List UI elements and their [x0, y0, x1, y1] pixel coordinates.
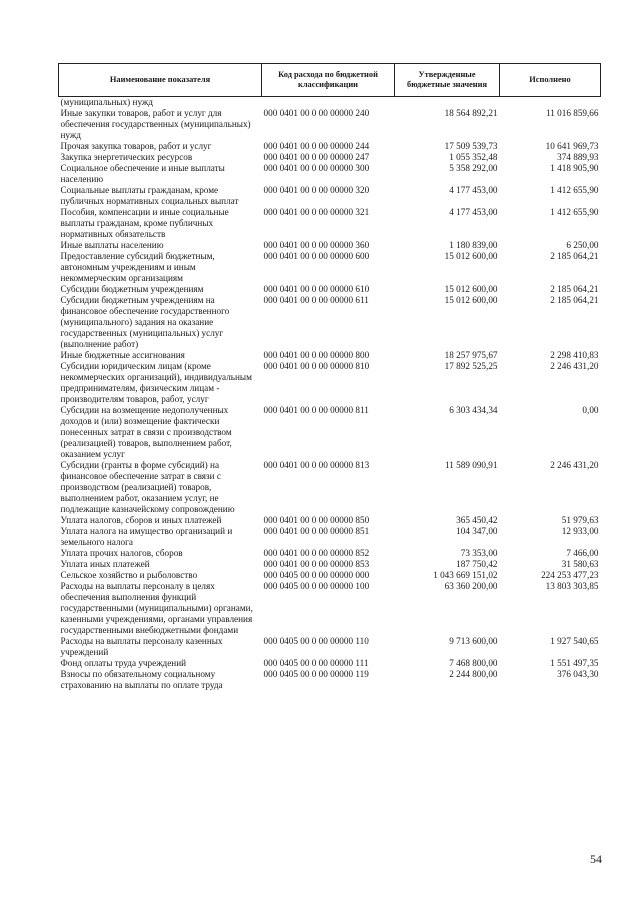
- row-executed-cell: [500, 97, 601, 109]
- table-row: [59, 163, 601, 185]
- row-approved-cell: 2 244 800,00: [449, 669, 498, 679]
- row-approved-cell: 365 450,42: [456, 515, 498, 525]
- row-approved-cell: 4 177 453,00: [449, 185, 498, 195]
- row-name-cell: Уплата налогов, сборов и иных платежей: [60, 515, 222, 525]
- table-row: [59, 636, 601, 658]
- row-executed-cell: 31 580,63: [561, 559, 599, 569]
- row-approved-cell: 104 347,00: [456, 526, 498, 536]
- row-approved-cell: 7 468 800,00: [449, 658, 498, 668]
- row-approved-cell: 9 713 600,00: [449, 636, 498, 646]
- table-row: [59, 240, 601, 251]
- row-code-cell: 000 0405 00 0 00 00000 110: [263, 636, 369, 646]
- row-approved-cell: 15 012 600,00: [444, 295, 498, 305]
- row-executed-cell: 1 418 905,90: [550, 163, 599, 173]
- table-header-row: [59, 64, 601, 97]
- row-code-cell: 000 0401 00 0 00 00000 852: [263, 548, 370, 558]
- header-name: Наименование показателя: [59, 64, 262, 97]
- row-executed-cell: 376 043,30: [557, 669, 599, 679]
- table-row: [59, 361, 601, 405]
- row-executed-cell: 2 246 431,20: [550, 361, 599, 371]
- row-code-cell: 000 0401 00 0 00 00000 851: [263, 526, 370, 536]
- row-code-cell: 000 0401 00 0 00 00000 800: [263, 350, 370, 360]
- row-name-cell: Сельское хозяйство и рыболовство: [60, 570, 198, 580]
- row-approved-cell: 63 360 200,00: [444, 581, 498, 591]
- row-name-cell: Закупка энергетических ресурсов: [60, 152, 193, 162]
- row-code-cell: 000 0401 00 0 00 00000 320: [263, 185, 370, 195]
- row-code-cell: 000 0405 00 0 00 00000 100: [263, 581, 370, 591]
- row-name-cell: Иные бюджетные ассигнования: [60, 350, 185, 360]
- row-approved-cell: 1 055 352,48: [449, 152, 498, 162]
- row-code-cell: [262, 97, 395, 109]
- row-executed-cell: 1 551 497,35: [550, 658, 599, 668]
- row-name-cell: Уплата иных платежей: [60, 559, 150, 569]
- row-name-cell: Предоставление субсидий бюджетным, автономным учреждениям и иным некоммерческим организациям: [60, 251, 215, 283]
- table-row: [59, 526, 601, 548]
- row-approved-cell: 15 012 600,00: [444, 251, 498, 261]
- row-approved-cell: 17 509 539,73: [444, 141, 498, 151]
- row-approved-cell: 18 257 975,67: [444, 350, 498, 360]
- row-name-cell: Фонд оплаты труда учреждений: [60, 658, 187, 668]
- row-code-cell: 000 0401 00 0 00 00000 811: [263, 405, 369, 415]
- row-approved-cell: 15 012 600,00: [444, 284, 498, 294]
- row-approved-cell: 73 353,00: [460, 548, 498, 558]
- row-executed-cell: 0,00: [582, 405, 599, 415]
- row-code-cell: 000 0401 00 0 00 00000 240: [263, 108, 370, 118]
- row-name-cell: Взносы по обязательному социальному страхованию на выплаты по оплате труда: [60, 669, 223, 690]
- table-row: [59, 97, 601, 109]
- row-code-cell: 000 0401 00 0 00 00000 611: [263, 295, 369, 305]
- header-executed: Исполнено: [500, 64, 601, 97]
- table-row: [59, 295, 601, 350]
- row-name-cell: Расходы на выплаты персоналу казенных учреждений: [60, 636, 223, 657]
- table-row: [59, 251, 601, 284]
- table-row: [59, 570, 601, 581]
- row-executed-cell: 10 641 969,73: [545, 141, 599, 151]
- row-executed-cell: 6 250,00: [566, 240, 599, 250]
- row-code-cell: 000 0401 00 0 00 00000 244: [263, 141, 370, 151]
- row-approved-cell: 1 180 839,00: [449, 240, 498, 250]
- table-row: [59, 581, 601, 636]
- table-row: [59, 405, 601, 460]
- row-name-cell: Расходы на выплаты персоналу в целях обеспечения выполнения функций государственными (муниципальными) органами, казенными учреждениями, органами управления государственными внебюджетными фондами: [60, 581, 253, 635]
- row-name-cell: Уплата прочих налогов, сборов: [60, 548, 183, 558]
- row-name-cell: Социальные выплаты гражданам, кроме публичных нормативных социальных выплат: [60, 185, 239, 206]
- row-executed-cell: 13 803 303,85: [545, 581, 599, 591]
- row-executed-cell: 1 412 655,90: [550, 185, 599, 195]
- row-approved-cell: 18 564 892,21: [444, 108, 498, 118]
- page-number: 54: [590, 852, 602, 866]
- header-approved: Утвержденные бюджетные значения: [395, 64, 500, 97]
- table-row: [59, 350, 601, 361]
- row-approved-cell: 1 043 669 151,02: [433, 570, 498, 580]
- row-code-cell: 000 0405 00 0 00 00000 119: [263, 669, 369, 679]
- table-row: [59, 658, 601, 669]
- row-name-cell: Субсидии бюджетным учреждениям на финансовое обеспечение государственного (муниципального) задания на оказание государственных (муниципальных) услуг (выполнение работ): [60, 295, 230, 349]
- table-row: [59, 152, 601, 163]
- row-approved-cell: 6 303 434,34: [449, 405, 498, 415]
- table-row: [59, 141, 601, 152]
- row-executed-cell: 2 185 064,21: [550, 251, 599, 261]
- table-row: [59, 548, 601, 559]
- row-code-cell: 000 0405 00 0 00 00000 000: [263, 570, 370, 580]
- row-executed-cell: 224 253 477,23: [541, 570, 599, 580]
- row-code-cell: 000 0401 00 0 00 00000 300: [263, 163, 370, 173]
- row-approved-cell: 187 750,42: [456, 559, 498, 569]
- row-executed-cell: 2 298 410,83: [550, 350, 599, 360]
- row-executed-cell: 1 927 540,65: [550, 636, 599, 646]
- row-code-cell: 000 0401 00 0 00 00000 610: [263, 284, 370, 294]
- table-row: [59, 515, 601, 526]
- table-row: [59, 559, 601, 570]
- row-code-cell: 000 0401 00 0 00 00000 850: [263, 515, 370, 525]
- row-code-cell: 000 0401 00 0 00 00000 813: [263, 460, 370, 470]
- row-approved-cell: 5 358 292,00: [449, 163, 498, 173]
- row-executed-cell: 1 412 655,90: [550, 207, 599, 217]
- row-name-cell: Субсидии на возмещение недополученных доходов и (или) возмещение фактически понесенных затрат в связи с производством (реализацией) товаров, выполнением работ, оказанием услуг: [60, 405, 232, 459]
- row-approved-cell: 11 589 090,91: [445, 460, 498, 470]
- row-name-cell: Пособия, компенсации и иные социальные выплаты гражданам, кроме публичных нормативных обязательств: [60, 207, 229, 239]
- row-name-cell: Субсидии бюджетным учреждениям: [60, 284, 204, 294]
- table-row: [59, 108, 601, 141]
- row-executed-cell: 2 185 064,21: [550, 284, 599, 294]
- budget-execution-table: [58, 63, 601, 691]
- row-approved-cell: 17 892 525,25: [444, 361, 498, 371]
- table-row: [59, 284, 601, 295]
- row-name-cell: Социальное обеспечение и иные выплаты населению: [60, 163, 225, 184]
- header-code: Код расхода по бюджетной классификации: [262, 64, 395, 97]
- row-approved-cell: 4 177 453,00: [449, 207, 498, 217]
- table-row: [59, 669, 601, 691]
- row-code-cell: 000 0401 00 0 00 00000 810: [263, 361, 370, 371]
- row-executed-cell: 374 889,93: [557, 152, 599, 162]
- row-executed-cell: 2 185 064,21: [550, 295, 599, 305]
- table-row: [59, 207, 601, 240]
- table-row: [59, 460, 601, 515]
- row-code-cell: 000 0405 00 0 00 00000 111: [263, 658, 369, 668]
- row-name-cell: Прочая закупка товаров, работ и услуг: [60, 141, 212, 151]
- row-code-cell: 000 0401 00 0 00 00000 247: [263, 152, 370, 162]
- row-executed-cell: 51 979,63: [561, 515, 599, 525]
- row-code-cell: 000 0401 00 0 00 00000 853: [263, 559, 370, 569]
- row-name-cell: (муниципальных) нужд: [60, 97, 153, 107]
- row-code-cell: 000 0401 00 0 00 00000 321: [263, 207, 370, 217]
- table-body: [59, 97, 601, 692]
- row-executed-cell: 12 933,00: [561, 526, 599, 536]
- row-name-cell: Уплата налога на имущество организаций и земельного налога: [60, 526, 233, 547]
- row-code-cell: 000 0401 00 0 00 00000 360: [263, 240, 370, 250]
- row-executed-cell: 2 246 431,20: [550, 460, 599, 470]
- row-name-cell: Субсидии юридическим лицам (кроме некоммерческих организаций), индивидуальным предпринимателям, физическим лицам - производителям товаров, работ, услуг: [60, 361, 252, 404]
- row-executed-cell: 11 016 859,66: [546, 108, 599, 118]
- row-name-cell: Иные выплаты населению: [60, 240, 164, 250]
- row-executed-cell: 7 466,00: [566, 548, 599, 558]
- row-name-cell: Субсидии (гранты в форме субсидий) на финансовое обеспечение затрат в связи с производством (реализацией) товаров, выполнением работ, оказанием услуг, не подлежащие казначейскому сопровождению: [60, 460, 235, 514]
- row-code-cell: 000 0401 00 0 00 00000 600: [263, 251, 370, 261]
- row-approved-cell: [395, 97, 500, 109]
- table-row: [59, 185, 601, 207]
- row-name-cell: Иные закупки товаров, работ и услуг для обеспечения государственных (муниципальных) нужд: [60, 108, 251, 140]
